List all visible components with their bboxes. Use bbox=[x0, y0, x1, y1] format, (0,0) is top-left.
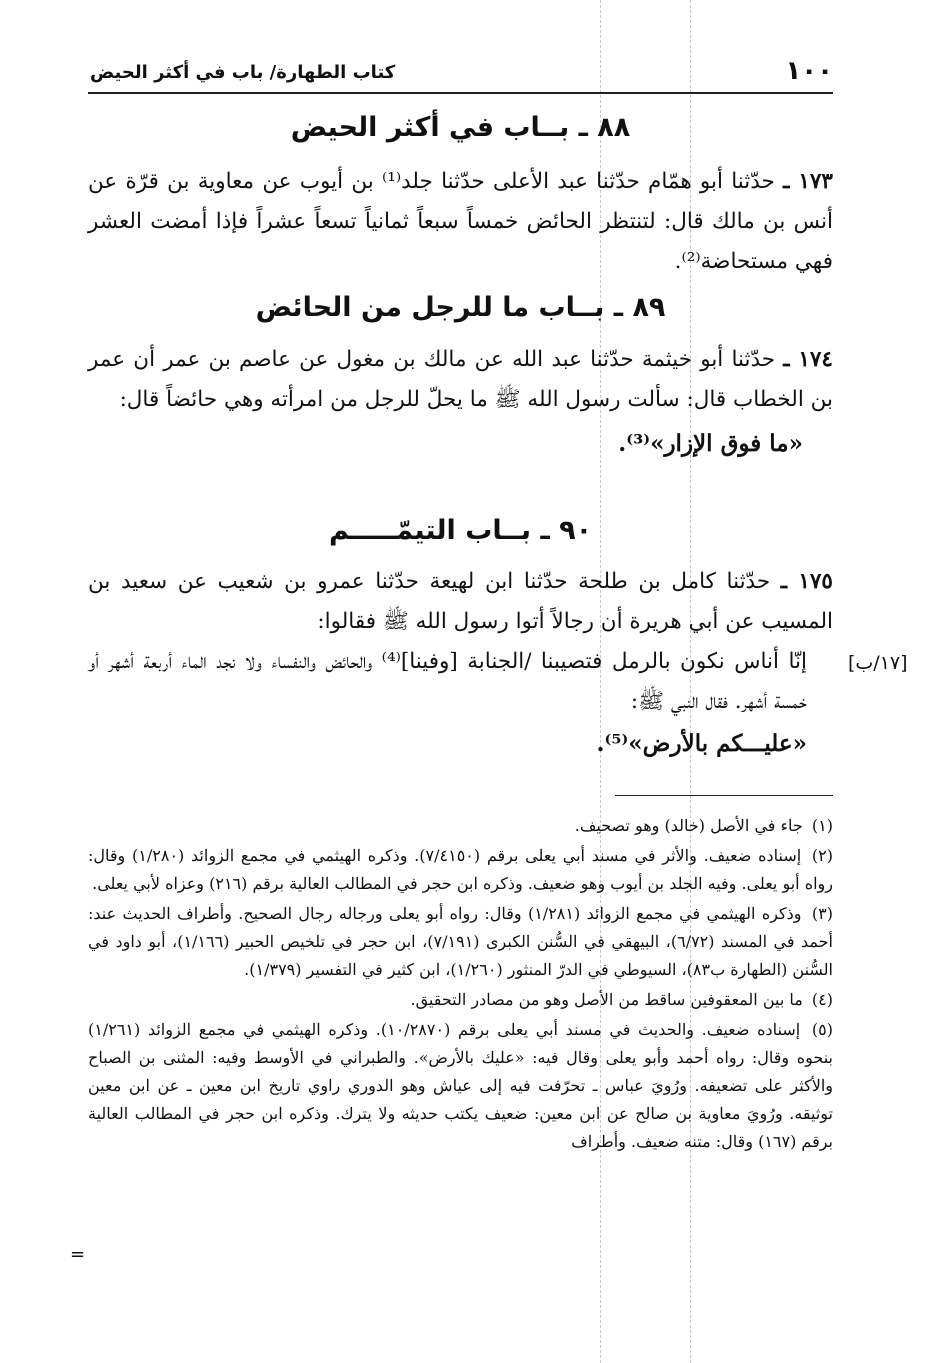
hadith-text: حدّثنا أبو همّام حدّثنا عبد الأعلى حدّثنا جلد⁽¹⁾ بن أيوب عن معاوية بن قرّة عن أنس بن مالك قال: لتنتظر الحائض خمساً سبعاً ثمانياً تسعاً عشراً فإذا أمضت العشر فهي مستحاضة⁽²⁾. bbox=[88, 169, 833, 274]
footnote-item bbox=[88, 986, 833, 1014]
footnote-number: (١) bbox=[811, 816, 833, 835]
footnote-text: إسناده ضعيف. والحديث في مسند أبي يعلى برقم (١٠/٢٨٧٠). وذكره الهيثمي في مجمع الزوائد (١/٢٦١) بنحوه وقال: رواه أحمد وأبو يعلى وقال فيه: «عليك بالأرض». والطبراني في الأوسط وفيه: المثنى بن الصباح والأكثر على تضعيفه. ورُويَ عباس ـ تحرّفت فيه إلى عياش وهو الدوري راوي تاريخ ابن معين ـ عن ابن معين توثيقه. ورُويَ معاوية بن صالح عن ابن معين: ضعيف يكتب حديثه ولا يترك. وذكره ابن حجر في المطالب العالية برقم (١٦٧) وقال: متنه ضعيف. وأطراف bbox=[88, 1020, 833, 1151]
footnote-number: (٢) bbox=[811, 846, 834, 865]
chapter-heading-text: ٨٨ ـ بــاب في أكثر الحيض bbox=[290, 112, 631, 143]
chapter-heading-text: ٩٠ ـ بــاب التيمّـــــم bbox=[328, 515, 593, 546]
hadith-number: ١٧٤ ـ bbox=[783, 347, 833, 372]
hadith-text: حدّثنا كامل بن طلحة حدّثنا ابن لهيعة حدّثنا عمرو بن شعيب عن سعيد بن المسيب عن أبي هريرة أن رجالاً أتوا رسول الله ﷺ فقالوا: bbox=[88, 569, 833, 634]
hadith-number: ١٧٥ ـ bbox=[780, 569, 833, 594]
chapter-heading-90 bbox=[88, 515, 833, 546]
footnote-number: (٥) bbox=[811, 1020, 833, 1039]
chapter-heading-text: ٨٩ ـ بــاب ما للرجل من الحائض bbox=[255, 292, 666, 323]
manuscript-folio-note: [١٧/ب] bbox=[848, 652, 908, 674]
continuation-mark: = bbox=[70, 1244, 86, 1265]
running-header-title: كتاب الطهارة/ باب في أكثر الحيض bbox=[90, 62, 396, 83]
footnotes bbox=[88, 812, 833, 1158]
footnote-text: وذكره الهيثمي في مجمع الزوائد (١/٢٨١) وقال: رواه أبو يعلى ورجاله رجال الصحيح. وأطراف الحديث عند: أحمد في المسند (٦/٧٢)، البيهقي في السُّنن الكبرى (٧/١٩١)، ابن حجر في تلخيص الحبير (١/١٦٦)، أبو داود في السُّنن (الطهارة ب٨٣)، السيوطي في الدرّ المنثور (١/٢٦٠)، ابن كثير في التفسير (١/٣٧٩). bbox=[88, 904, 834, 979]
hadith-174 bbox=[88, 340, 833, 464]
running-header bbox=[88, 52, 833, 94]
footnote-number: (٣) bbox=[811, 904, 833, 923]
footnote-item bbox=[88, 900, 833, 984]
footnote-text: جاء في الأصل (خالد) وهو تصحيف. bbox=[574, 816, 803, 835]
footnote-text: ما بين المعقوفين ساقط من الأصل وهو من مصادر التحقيق. bbox=[410, 990, 803, 1009]
footnote-item bbox=[88, 812, 833, 840]
footnote-item bbox=[88, 1016, 833, 1156]
hadith-text: حدّثنا أبو خيثمة حدّثنا عبد الله عن مالك بن مغول عن عاصم بن عمر أن عمر بن الخطاب قال: سألت رسول الله ﷺ ما يحلّ للرجل من امرأته وهي حائضاً قال: bbox=[88, 347, 833, 412]
prophetic-saying: «ما فوق الإزار»⁽³⁾. bbox=[618, 430, 803, 457]
page-number: ١٠٠ bbox=[785, 56, 833, 86]
footnote-number: (٤) bbox=[811, 990, 833, 1009]
chapter-heading-88 bbox=[88, 112, 833, 143]
prophetic-saying: «عليـــكم بالأرض»⁽⁵⁾. bbox=[596, 730, 807, 757]
hadith-text-continued: إنّا أناس نكون بالرمل فتصيبنا /الجنابة [وفينا]⁽⁴⁾ والحائض والنفساء ولا نجد الماء أربعة أشهر أو خمسة أشهر. فقال النبي ﷺ: bbox=[88, 649, 807, 714]
footnote-text: إسناده ضعيف. والأثر في مسند أبي يعلى برقم (٧/٤١٥٠). وذكره الهيثمي في مجمع الزوائد (١/٢٨٠) وقال: رواه أبو يعلى. وفيه الجلد بن أيوب وهو ضعيف. وذكره ابن حجر في المطالب العالية برقم (٢١٦) وعزاه لأبي يعلى. bbox=[88, 846, 833, 893]
hadith-175 bbox=[88, 562, 833, 764]
hadith-173 bbox=[88, 162, 833, 282]
chapter-heading-89 bbox=[88, 292, 833, 323]
footnote-item bbox=[88, 842, 833, 898]
hadith-number: ١٧٣ ـ bbox=[783, 169, 833, 194]
footnote-separator bbox=[615, 795, 833, 796]
